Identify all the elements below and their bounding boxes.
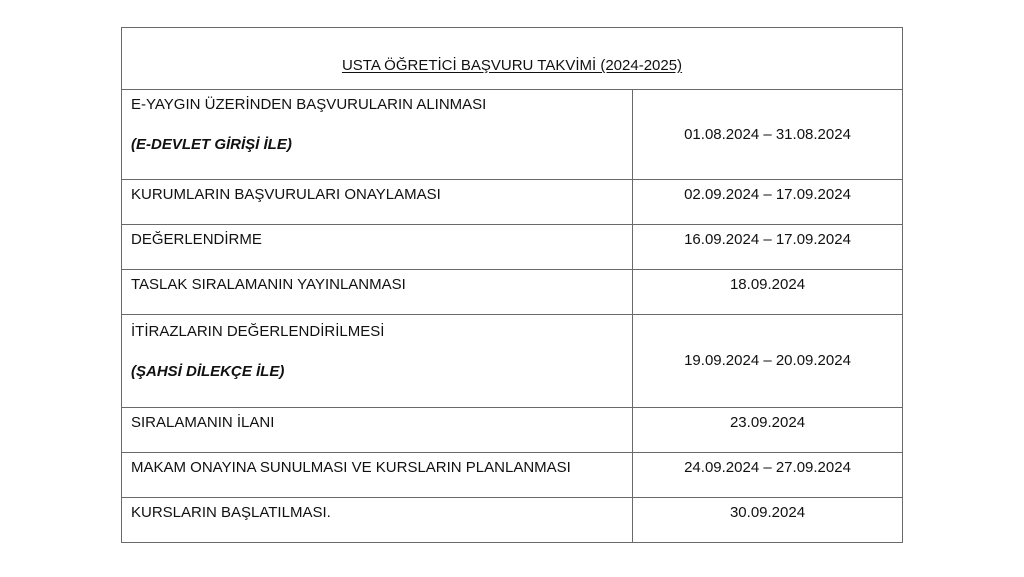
date-cell: 24.09.2024 – 27.09.2024 bbox=[633, 453, 903, 498]
table-title-cell bbox=[122, 28, 903, 90]
table-title: USTA ÖĞRETİCİ BAŞVURU TAKVİMİ (2024-2025) bbox=[341, 57, 683, 74]
date-cell: 02.09.2024 – 17.09.2024 bbox=[633, 180, 903, 225]
step-note: (ŞAHSİ DİLEKÇE İLE) bbox=[131, 363, 285, 380]
date-cell: 23.09.2024 bbox=[633, 408, 903, 453]
step-label: KURUMLARIN BAŞVURULARI ONAYLAMASI bbox=[122, 180, 633, 225]
step-label: KURSLARIN BAŞLATILMASI. bbox=[122, 498, 633, 543]
step-label: DEĞERLENDİRME bbox=[122, 225, 633, 270]
table-row bbox=[122, 270, 903, 315]
step-cell bbox=[122, 315, 633, 408]
step-label: İTİRAZLARIN DEĞERLENDİRİLMESİ bbox=[131, 323, 385, 340]
step-label: TASLAK SIRALAMANIN YAYINLANMASI bbox=[122, 270, 633, 315]
table-row bbox=[122, 225, 903, 270]
date-cell: 18.09.2024 bbox=[633, 270, 903, 315]
table-row bbox=[122, 408, 903, 453]
step-label: MAKAM ONAYINA SUNULMASI VE KURSLARIN PLANLANMASI bbox=[122, 453, 633, 498]
table-row bbox=[122, 453, 903, 498]
date-cell: 16.09.2024 – 17.09.2024 bbox=[633, 225, 903, 270]
table-row bbox=[122, 90, 903, 180]
schedule-table bbox=[121, 27, 903, 543]
table-title-row bbox=[122, 28, 903, 90]
table-row bbox=[122, 498, 903, 543]
step-label: SIRALAMANIN İLANI bbox=[122, 408, 633, 453]
table-row bbox=[122, 180, 903, 225]
table-row bbox=[122, 315, 903, 408]
step-label: E-YAYGIN ÜZERİNDEN BAŞVURULARIN ALINMASI bbox=[131, 96, 487, 113]
date-cell: 19.09.2024 – 20.09.2024 bbox=[633, 315, 903, 408]
step-note: (E-DEVLET GİRİŞİ İLE) bbox=[131, 136, 292, 153]
date-cell: 01.08.2024 – 31.08.2024 bbox=[633, 90, 903, 180]
step-cell bbox=[122, 90, 633, 180]
date-cell: 30.09.2024 bbox=[633, 498, 903, 543]
